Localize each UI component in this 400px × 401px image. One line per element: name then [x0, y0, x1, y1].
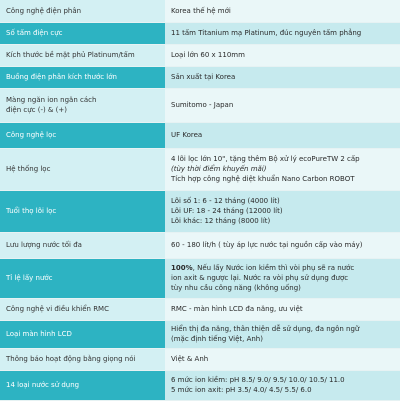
spec-label: Tuổi thọ lõi lọc: [0, 190, 165, 232]
spec-value: 4 lõi lọc lớn 10", tặng thêm Bộ xử lý ecoPureTW 2 cấp (tùy thời điểm khuyến mãi) Tích hợp công nghệ diệt khuẩn Nano Carbon ROBOT: [165, 148, 400, 190]
table-row: [0, 88, 400, 122]
spec-label: Màng ngăn ion ngăn cách điện cực (-) & (+): [0, 88, 165, 122]
spec-value: Korea thế hệ mới: [165, 0, 400, 22]
spec-label: Tỉ lệ lấy nước: [0, 258, 165, 298]
spec-label: 14 loại nước sử dụng: [0, 370, 165, 400]
table-row: [0, 320, 400, 348]
spec-value: Loại lớn 60 x 110mm: [165, 44, 400, 66]
spec-value: RMC - màn hình LCD đa năng, ưu việt: [165, 298, 400, 320]
spec-value: Lõi số 1: 6 - 12 tháng (4000 lít) Lõi UF: 18 - 24 tháng (12000 lít) Lõi khác: 12 tháng (8000 lít): [165, 190, 400, 232]
spec-value: 100%, Nếu lấy Nước ion kiềm thì vòi phụ sẽ ra nước ion axit & ngược lại. Nước ra vòi phụ sử dụng được tùy nhu cầu công năng (không uống): [165, 258, 400, 298]
spec-label: Loại màn hình LCD: [0, 320, 165, 348]
spec-value: Việt & Anh: [165, 348, 400, 370]
table-row: [0, 298, 400, 320]
spec-label: Hệ thống lọc: [0, 148, 165, 190]
spec-label: Công nghệ điện phân: [0, 0, 165, 22]
spec-label: Buồng điện phân kích thước lớn: [0, 66, 165, 88]
spec-label: Kích thước bề mặt phủ Platinum/tấm: [0, 44, 165, 66]
table-row: [0, 122, 400, 148]
table-row: [0, 348, 400, 370]
spec-value: Hiển thị đa năng, thân thiện dễ sử dụng, đa ngôn ngữ (mặc định tiếng Việt, Anh): [165, 320, 400, 348]
table-row: [0, 0, 400, 22]
table-row: [0, 232, 400, 258]
spec-value: UF Korea: [165, 122, 400, 148]
spec-value: 60 - 180 lít/h ( tùy áp lực nước tại nguồn cấp vào máy): [165, 232, 400, 258]
spec-value: 6 mức ion kiềm: pH 8.5/ 9.0/ 9.5/ 10.0/ 10.5/ 11.0 5 mức ion axit: pH 3.5/ 4.0/ 4.5/ 5.5/ 6.0: [165, 370, 400, 400]
spec-value: Sản xuất tại Korea: [165, 66, 400, 88]
spec-value: 11 tấm Titanium mạ Platinum, đúc nguyên tấm phẳng: [165, 22, 400, 44]
table-row: [0, 66, 400, 88]
spec-label: Công nghệ vi điều khiển RMC: [0, 298, 165, 320]
table-row: [0, 190, 400, 232]
spec-label: Lưu lượng nước tối đa: [0, 232, 165, 258]
spec-value: Sumitomo - Japan: [165, 88, 400, 122]
table-row: [0, 44, 400, 66]
table-row: [0, 258, 400, 298]
table-row: [0, 148, 400, 190]
spec-label: Thông báo hoạt động bằng giọng nói: [0, 348, 165, 370]
spec-label: Công nghệ lọc: [0, 122, 165, 148]
table-row: [0, 22, 400, 44]
spec-label: Số tấm điện cực: [0, 22, 165, 44]
table-row: [0, 370, 400, 400]
